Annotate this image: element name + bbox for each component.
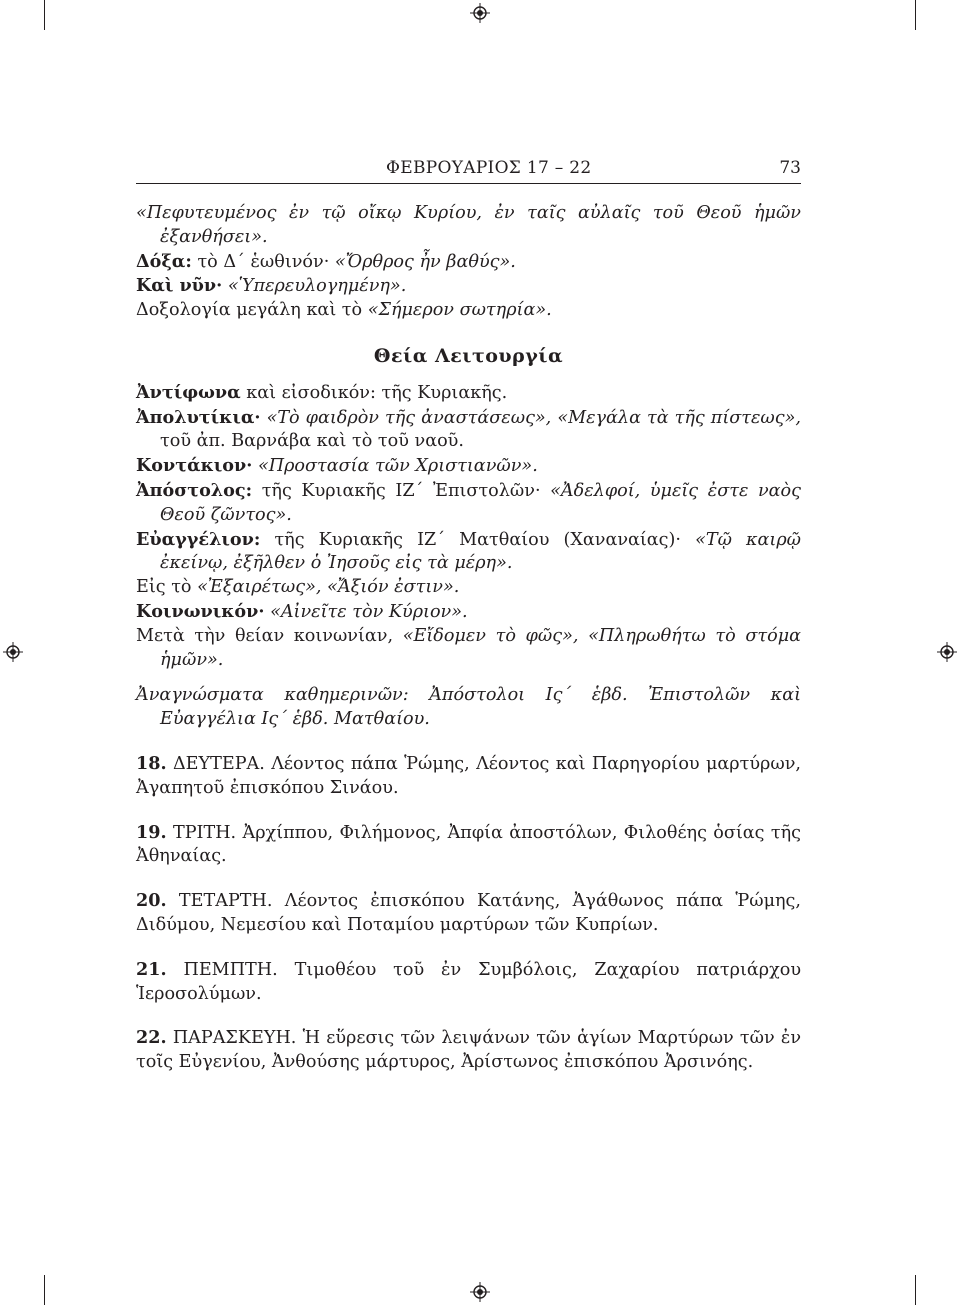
- orthros-doxa: [136, 250, 801, 275]
- day-entry: [136, 958, 801, 1007]
- orthros-doxologia: [136, 299, 801, 323]
- liturgy-kontakion: [136, 454, 801, 479]
- running-header: [136, 156, 801, 184]
- day-saints: Τιμοθέου τοῦ ἐν Συμβόλοις, Ζαχαρίου πατριάρχου Ἱεροσολύμων.: [136, 959, 802, 1004]
- liturgy-koinonikon: [136, 600, 801, 625]
- day-name: ΔΕΥΤΕΡΑ.: [172, 753, 265, 774]
- line-text: Δοξολογία μεγάλη καὶ τὸ: [136, 300, 363, 321]
- day-number: 20.: [136, 890, 167, 912]
- liturgy-apolytikia: [136, 406, 801, 455]
- line-label: Ἀπολυτίκια·: [136, 406, 261, 428]
- readings-note: Ἀναγνώσματα καθημερινῶν: Ἀπόστολοι Ις΄ ἑβδ. Ἐπιστολῶν καὶ Εὐαγγέλια Ις΄ ἑβδ. Ματθαίου.: [136, 685, 801, 730]
- running-header-title: ΦΕΒΡΟΥΑΡΙΟΣ 17 – 22: [386, 158, 592, 178]
- line-quote: «Τῷ καιρῷ ἐκείνῳ, ἐξῆλθεν ὁ Ἰησοῦς εἰς τὰ μέρη».: [160, 529, 802, 574]
- line-quote: «Ὑπερευλογημένη».: [227, 276, 407, 297]
- day-entry: [136, 1026, 801, 1075]
- line-quote: «Σήμερον σωτηρία».: [367, 300, 552, 321]
- header-rule: [136, 183, 801, 184]
- line-label: Κοινωνικόν·: [136, 600, 265, 622]
- page-number: 73: [779, 158, 801, 178]
- line-label: Ἀπόστολος:: [136, 479, 253, 501]
- crop-mark: [44, 0, 45, 30]
- liturgy-antifona: [136, 381, 801, 406]
- line-text: καὶ εἰσοδικόν: τῆς Κυριακῆς.: [246, 382, 508, 403]
- line-label: Δόξα:: [136, 250, 192, 272]
- liturgy-apostolos: [136, 479, 801, 528]
- registration-mark-icon: [470, 3, 490, 23]
- line-quote: «Μεγάλα τὰ τῆς πίστεως»,: [557, 407, 801, 428]
- line-text: Εἰς τὸ: [136, 577, 192, 598]
- day-name: ΠΕΜΠΤΗ.: [183, 959, 278, 980]
- line-quote: «Προστασία τῶν Χριστιανῶν».: [257, 456, 538, 477]
- registration-mark-icon: [937, 642, 957, 662]
- day-number: 19.: [136, 821, 167, 843]
- line-quote: «Πληρωθήτω τὸ στόμα ἡμῶν».: [160, 625, 802, 670]
- line-quote: «Ὄρθρος ἦν βαθύς».: [334, 251, 516, 272]
- line-text: τοῦ ἀπ. Βαρνάβα καὶ τὸ τοῦ ναοῦ.: [160, 431, 464, 452]
- verse-text: «Πεφυτευμένος ἐν τῷ οἴκῳ Κυρίου, ἐν ταῖς αὐλαῖς τοῦ Θεοῦ ἡμῶν ἐξανθήσει».: [136, 203, 801, 247]
- line-label: Ἀντίφωνα: [136, 381, 241, 403]
- day-number: 22.: [136, 1027, 167, 1049]
- day-entry: [136, 752, 801, 801]
- day-entry: [136, 889, 801, 938]
- line-quote: «Ἀδελφοί, ὑμεῖς ἐστε ναὸς Θεοῦ ζῶντος».: [160, 480, 802, 525]
- day-saints: Λέοντος πάπα Ῥώμης, Λέοντος καὶ Παρηγορίου μαρτύρων, Ἀγαπητοῦ ἐπισκόπου Σινάου.: [136, 753, 802, 798]
- line-text: τῆς Κυριακῆς ΙΖ΄ Ἐπιστολῶν·: [261, 480, 541, 501]
- orthros-verse: [136, 202, 801, 250]
- orthros-kai-nyn: [136, 274, 801, 299]
- line-label: Εὐαγγέλιον:: [136, 528, 261, 550]
- day-name: ΤΡΙΤΗ.: [172, 822, 237, 843]
- line-label: Κοντάκιον·: [136, 455, 253, 477]
- day-entry: [136, 821, 801, 870]
- day-number: 21.: [136, 958, 167, 980]
- registration-mark-icon: [470, 1282, 490, 1302]
- day-saints: Ἀρχίππου, Φιλήμονος, Ἀπφία ἀποστόλων, Φιλοθέης ὁσίας τῆς Ἀθηναίας.: [136, 822, 801, 867]
- line-quote: «Τὸ φαιδρὸν τῆς ἀναστάσεως»,: [266, 407, 552, 428]
- day-number: 18.: [136, 752, 167, 774]
- day-saints: Ἡ εὕρεσις τῶν λειψάνων τῶν ἁγίων Μαρτύρων τῶν ἐν τοῖς Εὐγενίου, Ἀνθούσης μάρτυρος, Ἀρίστωνος ἐπισκόπου Ἀρσινόης.: [136, 1028, 802, 1073]
- page-body: [136, 202, 801, 1075]
- line-text: τὸ Δ΄ ἑωθινόν·: [197, 251, 330, 272]
- liturgy-evangelion: [136, 528, 801, 577]
- registration-mark-icon: [3, 642, 23, 662]
- liturgy-meta-koinonian: [136, 625, 801, 673]
- line-text: Μετὰ τὴν θείαν κοινωνίαν,: [136, 625, 394, 646]
- line-label: Καὶ νῦν·: [136, 275, 223, 297]
- line-quote: «Εἴδομεν τὸ φῶς»,: [402, 625, 579, 646]
- crop-mark: [44, 1275, 45, 1305]
- line-quote: «Ἐξαιρέτως», «Ἄξιόν ἐστιν».: [197, 577, 460, 598]
- day-name: ΠΑΡΑΣΚΕΥΗ.: [172, 1028, 297, 1049]
- line-quote: «Αἰνεῖτε τὸν Κύριον».: [270, 601, 468, 622]
- day-saints: Λέοντος ἐπισκόπου Κατάνης, Ἀγάθωνος πάπα Ῥώμης, Διδύμου, Νεμεσίου καὶ Ποταμίου μαρτύρων τῶν Κυπρίων.: [136, 891, 801, 935]
- liturgy-title: Θεία Λειτουργία: [373, 344, 564, 367]
- line-text: τῆς Κυριακῆς ΙΖ΄ Ματθαίου (Χαναναίας)·: [274, 529, 681, 550]
- crop-mark: [915, 0, 916, 30]
- crop-mark: [915, 1275, 916, 1305]
- day-name: ΤΕΤΑΡΤΗ.: [178, 891, 273, 912]
- liturgy-eis-to: [136, 576, 801, 600]
